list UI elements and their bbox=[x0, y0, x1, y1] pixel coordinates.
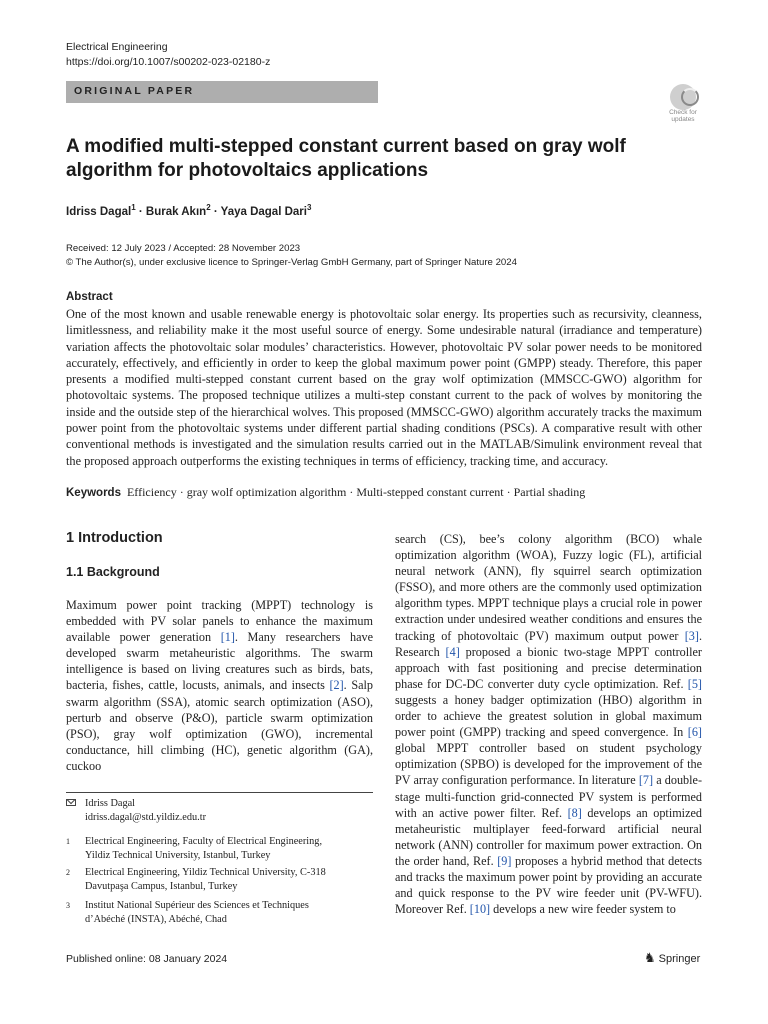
journal-header bbox=[66, 40, 270, 70]
affiliation-line: Yildiz Technical University, Istanbul, Turkey bbox=[85, 850, 271, 861]
keywords-text: Efficiency · gray wolf optimization algorithm · Multi-stepped constant current · Partial shading bbox=[126, 485, 586, 499]
affiliation-line: d’Abéché (INSTA), Abéché, Chad bbox=[85, 914, 227, 925]
affiliation-line: Electrical Engineering, Faculty of Electrical Engineering, bbox=[85, 836, 323, 847]
affiliation-line: Davutpaşa Campus, Istanbul, Turkey bbox=[85, 881, 238, 892]
publisher-name: Springer bbox=[658, 953, 701, 965]
citation-link[interactable]: [6] bbox=[687, 725, 702, 740]
section-heading: 1 Introduction bbox=[66, 530, 163, 546]
citation-link[interactable]: [8] bbox=[567, 805, 582, 820]
affiliation-mark: 3 bbox=[66, 901, 70, 910]
article-dates bbox=[66, 242, 517, 270]
citation-link[interactable]: [10] bbox=[469, 902, 491, 917]
footnote-rule bbox=[66, 792, 373, 793]
author-separator: · bbox=[135, 205, 146, 218]
author-affiliation-mark: 3 bbox=[306, 203, 312, 212]
paper-title: A modified multi-stepped constant current based on gray wolf algorithm for photovoltaics applications bbox=[66, 136, 626, 181]
author-name[interactable]: Idriss Dagal bbox=[66, 205, 132, 218]
published-date: Published online: 08 January 2024 bbox=[66, 953, 228, 965]
corresponding-name: Idriss Dagal bbox=[85, 798, 136, 809]
citation-link[interactable]: [3] bbox=[684, 628, 699, 643]
body-column-right bbox=[395, 531, 702, 917]
citation-link[interactable]: [4] bbox=[445, 644, 460, 659]
badge-line-2: updates bbox=[671, 116, 695, 123]
body-text: a double-stage multi-function grid-connected PV system is performed with an active power filter. Ref. bbox=[395, 773, 703, 820]
badge-line-1: Check for bbox=[669, 109, 697, 116]
citation-link[interactable]: [1] bbox=[220, 630, 235, 645]
body-text: search (CS), bee’s colony algorithm (BCO) whale optimization algorithm (WOA), Fuzzy logic (FL), artificial neural network (ANN), fly squirrel search optimization (FSSO), and more others are the commonly used optimization algorithm types. MPPT technique plays a crucial role in power extraction under undesired weather conditions and ensures the tracking of photovoltaic (PV) maximum output power bbox=[395, 532, 702, 643]
article-type-label: ORIGINAL PAPER bbox=[74, 85, 195, 97]
affiliation-line: Electrical Engineering, Yildiz Technical University, C-318 bbox=[85, 867, 326, 878]
citation-link[interactable]: [5] bbox=[687, 676, 702, 691]
publisher-logo[interactable] bbox=[644, 950, 700, 966]
body-text: develops an optimized metaheuristic multiplayer feed-forward artificial neural network (ANN) controller for maximum power extraction. On the order hand, Ref. bbox=[395, 805, 702, 868]
body-text: suggests a honey badger optimization (HBO) algorithm in order to achieve the greatest solution in global maximum power point (GMPP) tracking and speed convergence. In bbox=[395, 692, 702, 740]
received-accepted: Received: 12 July 2023 / Accepted: 28 November 2023 bbox=[66, 243, 301, 254]
author-affiliation-mark: 2 bbox=[206, 203, 211, 212]
check-for-updates-badge[interactable] bbox=[664, 84, 702, 124]
author-affiliation-mark: 1 bbox=[131, 203, 136, 212]
body-text: proposes a hybrid method that detects and tracks the maximum power point by providing an accurate and quick response to the PV wire feeder unit (PV-WFU). Moreover Ref. bbox=[395, 853, 702, 917]
author-name[interactable]: Burak Akın bbox=[145, 205, 207, 218]
keywords bbox=[66, 485, 585, 500]
abstract-heading: Abstract bbox=[66, 291, 113, 303]
citation-link[interactable]: [7] bbox=[638, 773, 654, 788]
article-type-banner bbox=[66, 81, 378, 103]
author-name[interactable]: Yaya Dagal Dari bbox=[220, 205, 307, 218]
corresponding-email[interactable]: idriss.dagal@std.yildiz.edu.tr bbox=[85, 812, 207, 823]
citation-link[interactable]: [2] bbox=[329, 678, 344, 693]
body-text: . Salp swarm algorithm (SSA), atomic search optimization (ASO), perturb and observe (P&O), particle swarm optimization (PSO), gray wolf optimization (GWO), incremental conductance, hill climbing (HC), genetic algorithm (GA), cuckoo bbox=[66, 678, 373, 773]
doi-link[interactable]: https://doi.org/10.1007/s00202-023-02180-z bbox=[66, 56, 271, 68]
keywords-label: Keywords bbox=[66, 487, 121, 499]
body-text: . Research bbox=[395, 628, 702, 659]
body-text: proposed a bionic two-stage MPPT controller approach with fast positioning and precise determination phase for DC-DC converter duty cycle optimization. Ref. bbox=[395, 644, 702, 691]
copyright-notice: © The Author(s), under exclusive licence to Springer-Verlag GmbH Germany, part of Springer Nature 2024 bbox=[66, 257, 517, 268]
author-list bbox=[66, 203, 311, 218]
citation-link[interactable]: [9] bbox=[497, 853, 512, 868]
body-text: global MPPT controller based on student psychology optimization (SPBO) is developed for the improvement of the PV array configuration performance. In literature bbox=[395, 741, 702, 788]
journal-name: Electrical Engineering bbox=[66, 41, 168, 53]
body-text: . Many researchers have developed swarm metaheuristic algorithms. The swarm intelligence is based on living creatures such as birds, bats, bacteria, fishes, cattle, locusts, animals, and insects bbox=[66, 630, 373, 693]
check-updates-icon bbox=[670, 84, 696, 110]
author-separator: · bbox=[210, 205, 221, 218]
affiliation-mark: 1 bbox=[66, 837, 70, 846]
subsection-heading: 1.1 Background bbox=[66, 565, 160, 579]
body-text: develops a new wire feeder system to bbox=[490, 902, 676, 917]
corresponding-author bbox=[66, 797, 373, 825]
body-text: Maximum power point tracking (MPPT) technology is embedded with PV solar panels to enhance the maximum available power generation bbox=[66, 598, 373, 645]
springer-horse-icon: ♞ bbox=[644, 950, 656, 965]
body-column-left bbox=[66, 597, 373, 774]
affiliation-mark: 2 bbox=[66, 868, 70, 877]
envelope-icon bbox=[66, 799, 76, 806]
affiliation-line: Institut National Supérieur des Sciences et Techniques bbox=[85, 900, 309, 911]
abstract-text: One of the most known and usable renewable energy is photovoltaic solar energy. Its properties such as recursivity, cleanness, limitlessness, and reliability make it the most useful source of energy. Some undesirable natural (irradiance and temperature) variation affects the photovoltaic solar modules’ characteristics. However, photovoltaic PV solar power needs to be monitored accurately, effectively, and efficiently in order to keep the global maximum power point (GMPP) steady. Therefore, this paper presents a modified multi-stepped constant current based on the gray wolf optimization (MMSCC-GWO) algorithm for photovoltaic systems. The proposed technique utilizes a multi-step constant current to the pack of wolves by monitoring the inside and the outside step of the hierarchical wolves. This proposed (MMSCC-GWO) algorithm accurately tracks the maximum power point from the photovoltaic systems under different partial shading conditions (PSCs). A comparative result with other conventional methods is investigated and the simulation results carried out in the MATLAB/Simulink environment reveal that the proposed approach outperforms the existing techniques in terms of efficiency, tracking time, and accuracy. bbox=[66, 307, 702, 468]
